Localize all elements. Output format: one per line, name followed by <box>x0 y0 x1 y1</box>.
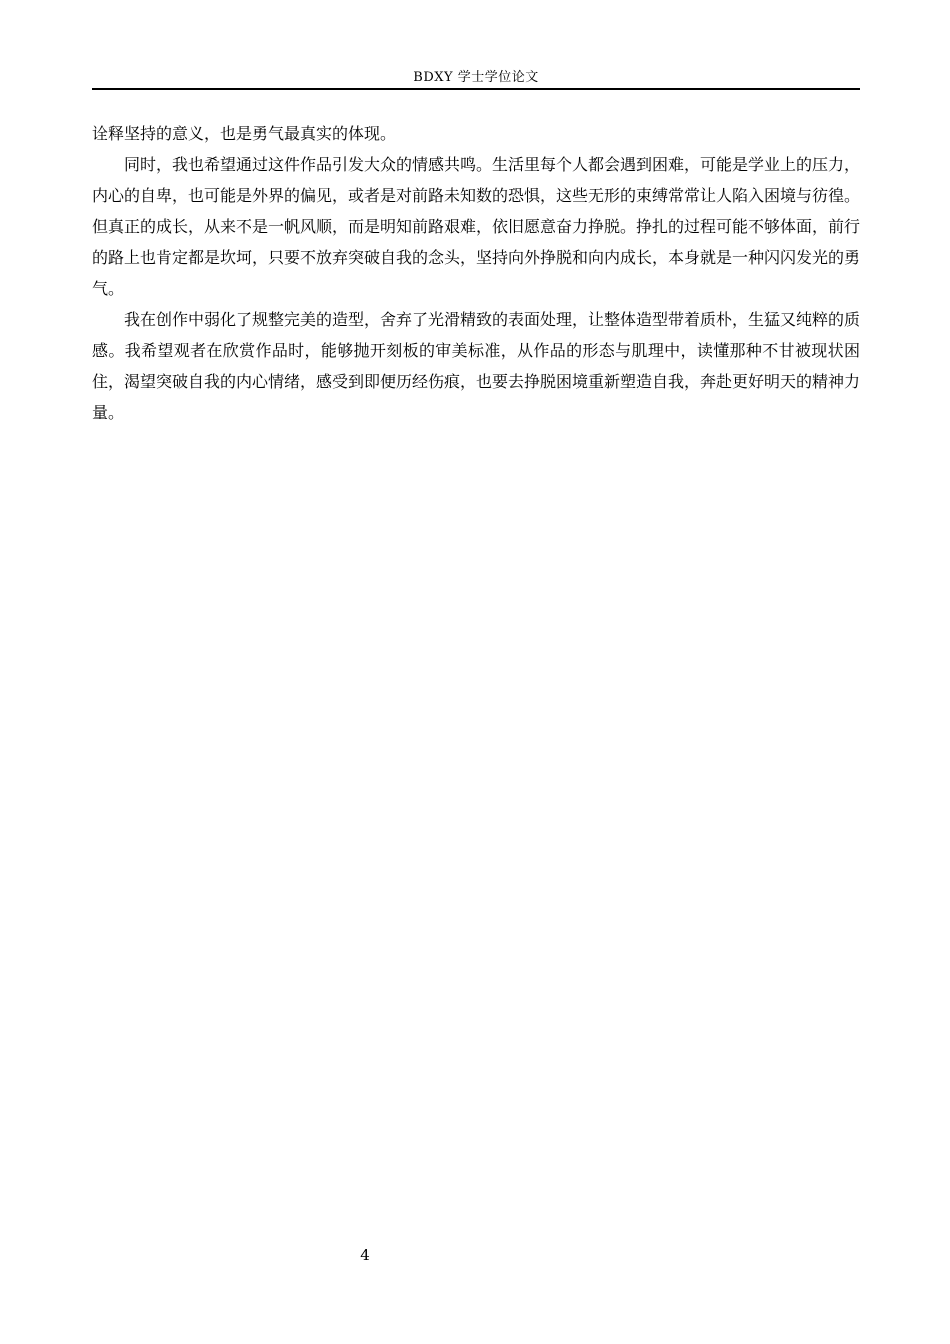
page-number: 4 <box>360 1246 370 1264</box>
paragraph-emotional-resonance: 同时，我也希望通过这件作品引发大众的情感共鸣。生活里每个人都会遇到困难，可能是学业上的压力，内心的自卑，也可能是外界的偏见，或者是对前路未知数的恐惧，这些无形的束缚常常让人陷入困境与彷徨。但真正的成长，从来不是一帆风顺，而是明知前路艰难，依旧愿意奋力挣脱。挣扎的过程可能不够体面，前行的路上也肯定都是坎坷，只要不放弃突破自我的念头，坚持向外挣脱和向内成长，本身就是一种闪闪发光的勇气。 <box>92 155 861 298</box>
paragraph-continuation: 诠释坚持的意义，也是勇气最真实的体现。 <box>92 124 397 143</box>
body-text <box>92 118 860 428</box>
running-header: BDXY 学士学位论文 <box>413 70 539 85</box>
header-rule <box>92 88 860 90</box>
paragraph-creative-approach: 我在创作中弱化了规整完美的造型，舍弃了光滑精致的表面处理，让整体造型带着质朴，生猛又纯粹的质感。我希望观者在欣赏作品时，能够抛开刻板的审美标准，从作品的形态与肌理中，读懂那种不甘被现状困住，渴望突破自我的内心情绪，感受到即便历经伤痕，也要去挣脱困境重新塑造自我，奔赴更好明天的精神力量。 <box>92 310 861 422</box>
